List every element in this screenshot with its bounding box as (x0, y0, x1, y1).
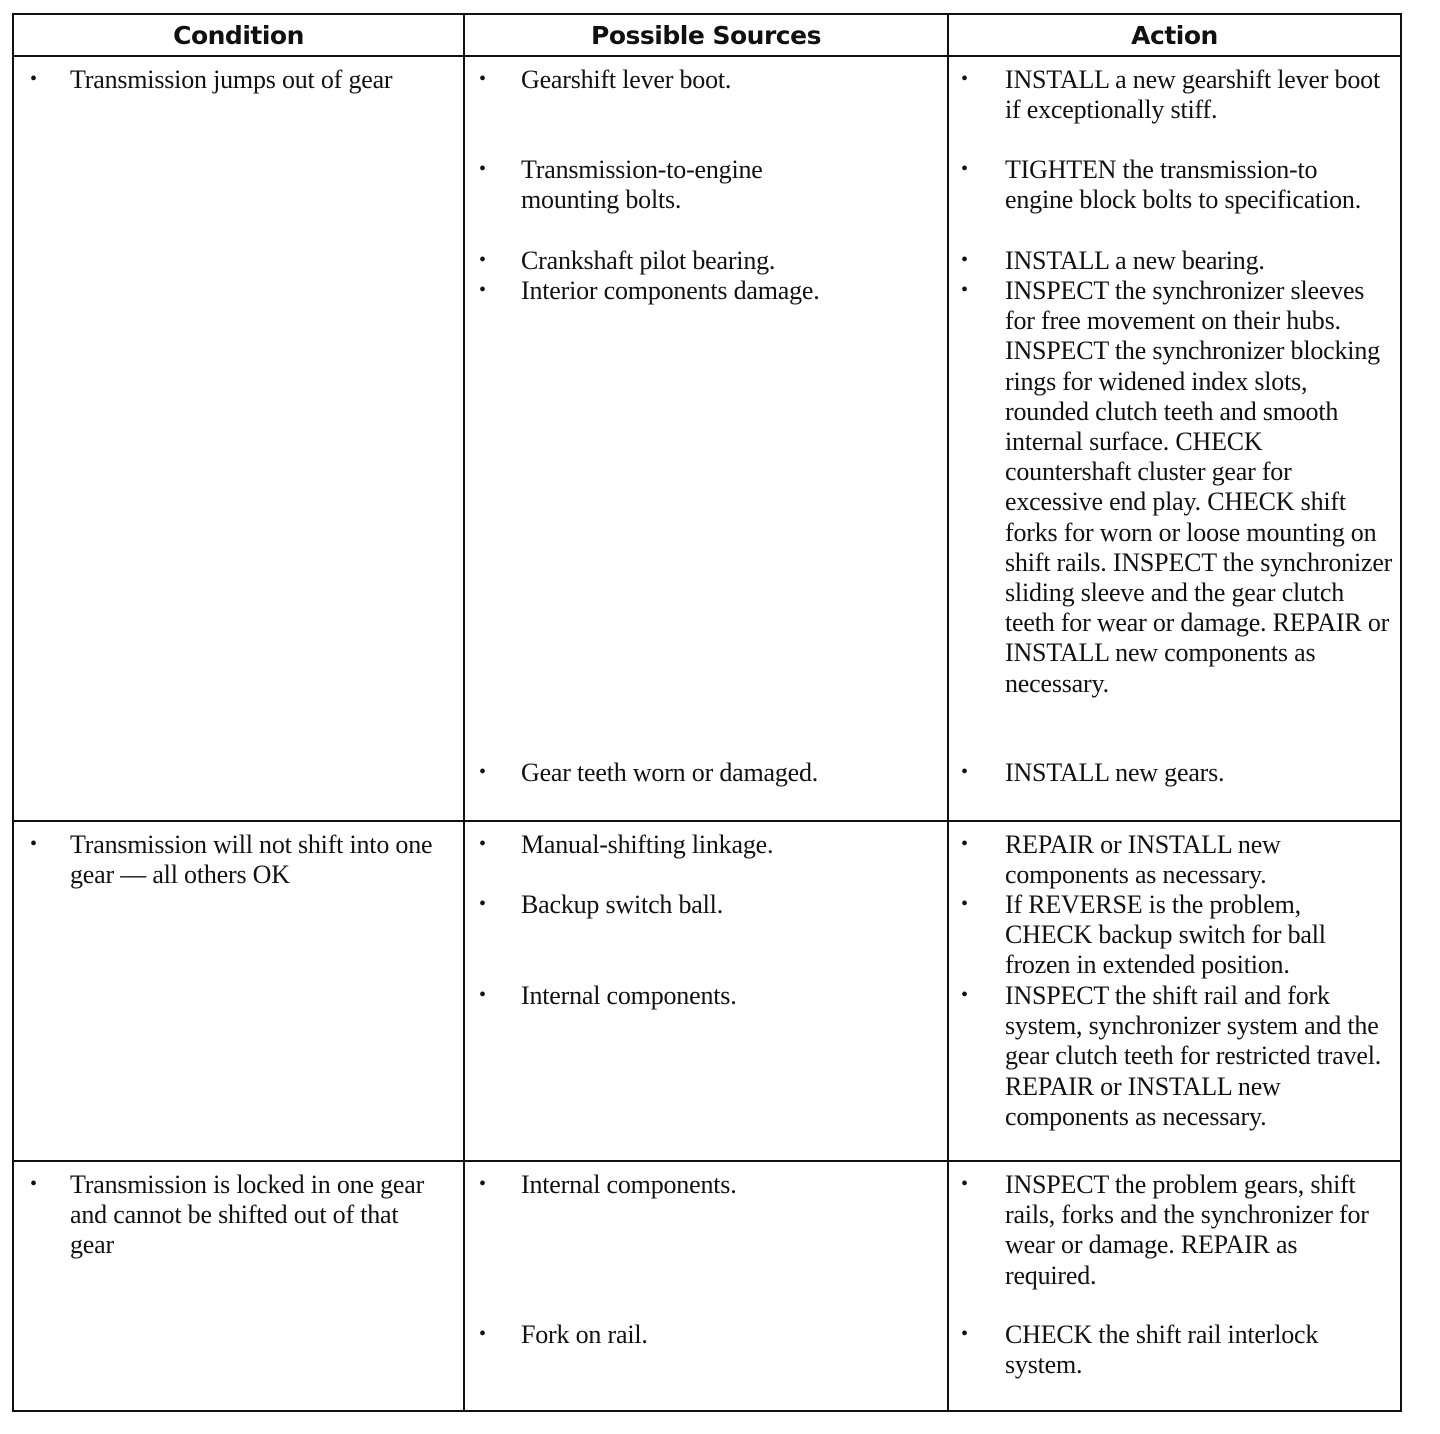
bullet-icon: • (30, 833, 37, 855)
row1-action-1: • INSTALL a new gearshift lever boot if exceptionally stiff. (961, 65, 1380, 125)
bullet-icon: • (961, 761, 968, 783)
row3-action-1: • INSPECT the problem gears, shift rails, forks and the synchronizer for wear or damage. REPAIR as required. (961, 1170, 1369, 1290)
bullet-icon: • (479, 1323, 486, 1345)
row3-sources-cell (465, 1162, 949, 1410)
bullet-icon: • (961, 158, 968, 180)
troubleshooting-table (12, 13, 1402, 1412)
bullet-icon: • (479, 761, 486, 783)
header-possible-sources: Possible Sources (465, 15, 949, 57)
bullet-icon: • (479, 833, 486, 855)
row1-action-5: • INSTALL new gears. (961, 758, 1225, 787)
row2-actions-cell (949, 822, 1400, 1162)
bullet-icon: • (479, 249, 486, 271)
row2-source-2: • Backup switch ball. (479, 890, 723, 919)
row3-condition: • Transmission is locked in one gear and cannot be shifted out of that gear (30, 1170, 425, 1260)
row1-condition-cell (14, 57, 465, 822)
bullet-icon: • (961, 893, 968, 915)
row3-condition-cell (14, 1162, 465, 1410)
row3-actions-cell (949, 1162, 1400, 1410)
row1-sources-cell (465, 57, 949, 822)
row3-source-1: • Internal components. (479, 1170, 737, 1199)
row3-source-2: • Fork on rail. (479, 1320, 648, 1349)
bullet-icon: • (479, 158, 486, 180)
row1-actions-cell (949, 57, 1400, 822)
row1-source-5: • Gear teeth worn or damaged. (479, 758, 819, 787)
row2-condition: • Transmission will not shift into one gear — all others OK (30, 830, 433, 890)
bullet-icon: • (961, 1323, 968, 1345)
row2-source-1: • Manual-shifting linkage. (479, 830, 774, 859)
bullet-icon: • (479, 1173, 486, 1195)
row2-action-1: • REPAIR or INSTALL new components as necessary. (961, 830, 1281, 890)
bullet-icon: • (479, 984, 486, 1006)
row2-source-3: • Internal components. (479, 981, 737, 1010)
row1-source-4: • Interior components damage. (479, 276, 820, 305)
bullet-icon: • (30, 68, 37, 90)
bullet-icon: • (961, 279, 968, 301)
row3-action-2: • CHECK the shift rail interlock system. (961, 1320, 1319, 1380)
header-condition: Condition (14, 15, 465, 57)
bullet-icon: • (479, 279, 486, 301)
row1-source-1: • Gearshift lever boot. (479, 65, 732, 94)
row2-condition-cell (14, 822, 465, 1162)
row1-condition: • Transmission jumps out of gear (30, 65, 393, 94)
bullet-icon: • (961, 833, 968, 855)
row2-action-3: • INSPECT the shift rail and fork system, synchronizer system and the gear clutch teeth for restricted travel. REPAIR or INSTALL new components as necessary. (961, 981, 1382, 1131)
row1-action-4: • INSPECT the synchronizer sleeves for free movement on their hubs. INSPECT the synchronizer blocking rings for widened index slots, rounded clutch teeth and smooth internal surface. CHECK countershaft cluster gear for excessive end play. CHECK shift forks for worn or loose mounting on shift rails. INSPECT the synchronizer sliding sleeve and the gear clutch teeth for wear or damage. REPAIR or INSTALL new components as necessary. (961, 276, 1393, 698)
row1-action-2: • TIGHTEN the transmission-to engine block bolts to specification. (961, 155, 1361, 215)
row1-source-2: • Transmission-to-engine mounting bolts. (479, 155, 763, 215)
bullet-icon: • (479, 68, 486, 90)
row2-action-2: • If REVERSE is the problem, CHECK backup switch for ball frozen in extended position. (961, 890, 1326, 980)
row1-source-3: • Crankshaft pilot bearing. (479, 246, 776, 275)
bullet-icon: • (961, 68, 968, 90)
bullet-icon: • (961, 1173, 968, 1195)
bullet-icon: • (961, 249, 968, 271)
row1-action-3: • INSTALL a new bearing. (961, 246, 1265, 275)
row2-sources-cell (465, 822, 949, 1162)
bullet-icon: • (30, 1173, 37, 1195)
bullet-icon: • (479, 893, 486, 915)
bullet-icon: • (961, 984, 968, 1006)
header-action: Action (949, 15, 1400, 57)
